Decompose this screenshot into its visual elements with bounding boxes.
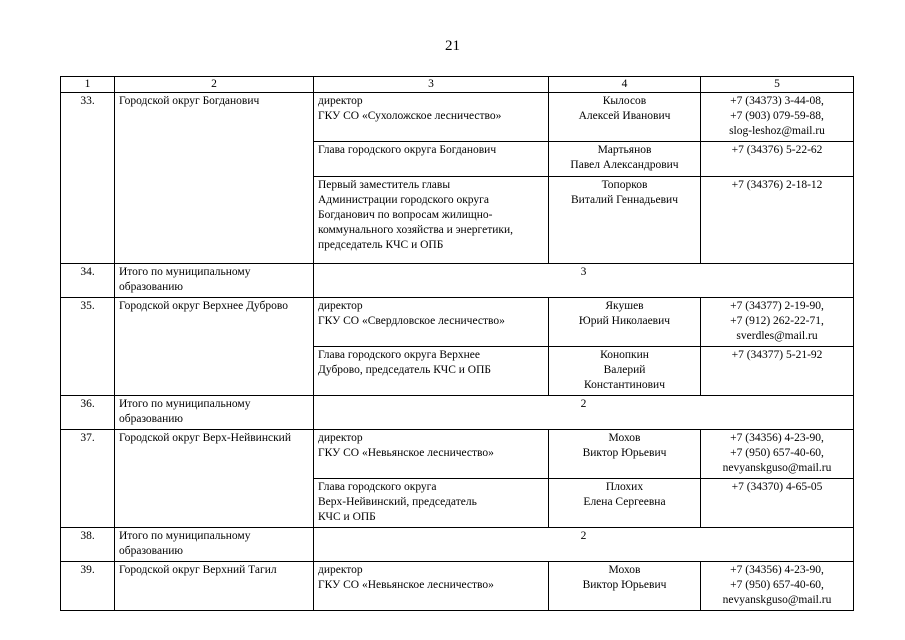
contacts-cell: +7 (34377) 2-19-90, +7 (912) 262-22-71, sverdles@mail.ru (701, 298, 854, 347)
total-value: 3 (314, 264, 854, 298)
person-cell: Якушев Юрий Николаевич (549, 298, 701, 347)
municipality-name: Итого по муниципальному образованию (115, 396, 314, 430)
position-cell: Первый заместитель главы Администрации городского округа Богданович по вопросам жилищно- коммунального хозяйства и энергетики, председатель КЧС и ОПБ (314, 177, 549, 264)
row-number: 37. (61, 430, 115, 528)
header-cell: 1 (61, 77, 115, 93)
total-row (61, 528, 854, 562)
contacts-cell: +7 (34376) 5-22-62 (701, 142, 854, 177)
person-cell: Мартьянов Павел Александрович (549, 142, 701, 177)
total-value: 2 (314, 396, 854, 430)
position-cell: директор ГКУ СО «Невьянское лесничество» (314, 430, 549, 479)
row-number: 35. (61, 298, 115, 396)
contacts-cell: +7 (34356) 4-23-90, +7 (950) 657-40-60, nevyanskguso@mail.ru (701, 562, 854, 611)
position-cell: Глава городского округа Верхнее Дуброво, председатель КЧС и ОПБ (314, 347, 549, 396)
person-cell: Конопкин Валерий Константинович (549, 347, 701, 396)
row-number: 33. (61, 93, 115, 264)
municipality-name: Городской округ Богданович (115, 93, 314, 264)
position-cell: Глава городского округа Верх-Нейвинский, председатель КЧС и ОПБ (314, 479, 549, 528)
table-row (61, 93, 854, 142)
total-row (61, 396, 854, 430)
total-row (61, 264, 854, 298)
person-cell: Кылосов Алексей Иванович (549, 93, 701, 142)
person-cell: Плохих Елена Сергеевна (549, 479, 701, 528)
header-cell: 3 (314, 77, 549, 93)
page-number: 21 (445, 38, 460, 54)
position-cell: директор ГКУ СО «Невьянское лесничество» (314, 562, 549, 611)
contacts-cell: +7 (34376) 2-18-12 (701, 177, 854, 264)
total-value: 2 (314, 528, 854, 562)
contacts-cell: +7 (34373) 3-44-08, +7 (903) 079-59-88, slog-leshoz@mail.ru (701, 93, 854, 142)
row-number: 36. (61, 396, 115, 430)
row-number: 39. (61, 562, 115, 611)
table-header-row (61, 77, 854, 93)
table-row (61, 430, 854, 479)
header-cell: 4 (549, 77, 701, 93)
person-cell: Мохов Виктор Юрьевич (549, 430, 701, 479)
person-cell: Мохов Виктор Юрьевич (549, 562, 701, 611)
row-number: 38. (61, 528, 115, 562)
contacts-table (60, 76, 854, 611)
municipality-name: Городской округ Верхнее Дуброво (115, 298, 314, 396)
table-row (61, 562, 854, 611)
contacts-cell: +7 (34370) 4-65-05 (701, 479, 854, 528)
header-cell: 2 (115, 77, 314, 93)
table-row (61, 298, 854, 347)
position-cell: директор ГКУ СО «Свердловское лесничество» (314, 298, 549, 347)
header-cell: 5 (701, 77, 854, 93)
municipality-name: Городской округ Верх-Нейвинский (115, 430, 314, 528)
municipality-name: Городской округ Верхний Тагил (115, 562, 314, 611)
row-number: 34. (61, 264, 115, 298)
municipality-name: Итого по муниципальному образованию (115, 528, 314, 562)
municipality-name: Итого по муниципальному образованию (115, 264, 314, 298)
position-cell: директор ГКУ СО «Сухоложское лесничество» (314, 93, 549, 142)
contacts-cell: +7 (34377) 5-21-92 (701, 347, 854, 396)
position-cell: Глава городского округа Богданович (314, 142, 549, 177)
contacts-cell: +7 (34356) 4-23-90, +7 (950) 657-40-60, nevyanskguso@mail.ru (701, 430, 854, 479)
person-cell: Топорков Виталий Геннадьевич (549, 177, 701, 264)
